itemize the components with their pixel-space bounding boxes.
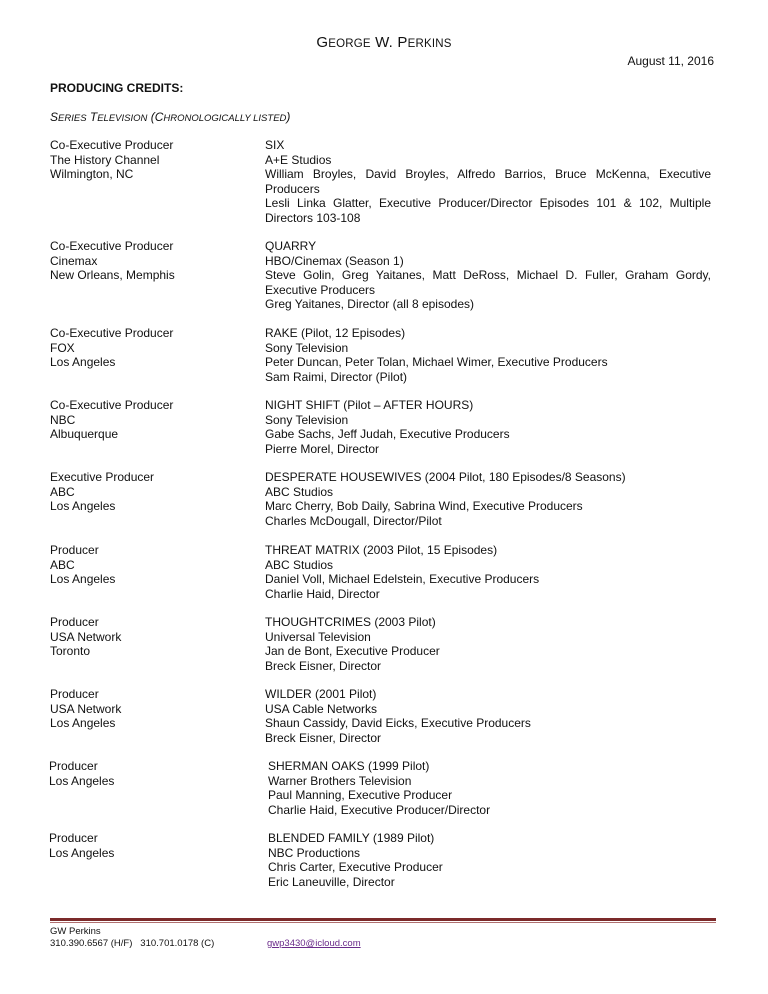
title-last-rest: ERKINS <box>407 38 452 50</box>
credit-show-title: DESPERATE HOUSEWIVES (2004 Pilot, 180 Episodes/8 Seasons) <box>265 470 626 484</box>
credit-detail: Gabe Sachs, Jeff Judah, Executive Producers <box>265 427 510 441</box>
credit-role: Producer <box>49 759 98 773</box>
credit-studio: NBC Productions <box>268 845 361 860</box>
credit-network: ABC <box>50 557 75 572</box>
credit-role: Co-Executive Producer <box>50 138 174 152</box>
credit-studio: A+E Studios <box>265 152 332 167</box>
credit-studio: Sony Television <box>265 340 349 355</box>
footer-rule-thick <box>50 918 716 921</box>
credit-location: Albuquerque <box>50 427 119 441</box>
credit-detail: Charlie Haid, Director <box>265 586 380 601</box>
credit-location: New Orleans, Memphis <box>50 268 175 282</box>
credit-role: Producer <box>50 543 99 557</box>
credit-location: Los Angeles <box>50 572 116 586</box>
credit-detail: Lesli Linka Glatter, Executive Producer/Director Episodes 101 & 102, Multiple Directors 103-108 <box>265 196 711 225</box>
credit-show-block <box>265 398 711 456</box>
credit-location: Los Angeles <box>50 499 116 513</box>
credit-role-block <box>49 831 249 860</box>
section-subheading <box>50 110 290 124</box>
credit-role-block <box>50 326 250 370</box>
credit-show-title: THREAT MATRIX (2003 Pilot, 15 Episodes) <box>265 543 498 557</box>
credit-show-title: RAKE (Pilot, 12 Episodes) <box>265 326 406 340</box>
credit-network: NBC <box>50 412 76 427</box>
credit-show-block <box>265 326 711 384</box>
credit-detail: Jan de Bont, Executive Producer <box>265 644 440 658</box>
credit-show-block <box>268 831 711 889</box>
sub-paren-open: (C <box>147 110 164 124</box>
credit-studio: ABC Studios <box>265 484 334 499</box>
credit-detail: Breck Eisner, Director <box>265 658 382 673</box>
credit-detail: Charles McDougall, Director/Pilot <box>265 513 442 528</box>
credit-role-block <box>50 239 250 283</box>
credit-role: Co-Executive Producer <box>50 398 174 412</box>
credit-role-block <box>50 543 250 587</box>
credit-detail: Peter Duncan, Peter Tolan, Michael Wimer, Executive Producers <box>265 355 608 369</box>
credit-detail: Paul Manning, Executive Producer <box>268 788 453 802</box>
credit-detail: Greg Yaitanes, Director (all 8 episodes) <box>265 297 474 311</box>
section-heading: PRODUCING CREDITS: <box>50 81 184 95</box>
credit-detail: Charlie Haid, Executive Producer/Director <box>268 802 491 817</box>
credit-detail: William Broyles, David Broyles, Alfredo Barrios, Bruce McKenna, Executive Producers <box>265 167 711 196</box>
credit-network: The History Channel <box>50 152 160 167</box>
credit-network: FOX <box>50 340 75 355</box>
credit-network: USA Network <box>50 701 122 716</box>
credit-show-block <box>265 138 711 225</box>
footer-phone <box>50 938 214 949</box>
credit-studio: ABC Studios <box>265 557 334 572</box>
credit-show-block <box>265 543 711 601</box>
credit-show-title: SIX <box>265 138 285 152</box>
credit-role-block <box>50 138 250 182</box>
credit-role-block <box>49 759 249 788</box>
credit-show-title: QUARRY <box>265 239 317 253</box>
title-first-rest: EORGE <box>328 38 371 50</box>
credit-show-title: WILDER (2001 Pilot) <box>265 687 377 701</box>
credit-show-block <box>265 239 711 312</box>
credit-studio: USA Cable Networks <box>265 701 378 716</box>
credit-studio: Sony Television <box>265 412 349 427</box>
title-initial-first: G <box>316 34 329 51</box>
credit-role-block <box>50 398 250 442</box>
credit-show-title: BLENDED FAMILY (1989 Pilot) <box>268 831 435 845</box>
credit-role-block <box>50 615 250 659</box>
document-date: August 11, 2016 <box>627 54 714 68</box>
credit-role: Executive Producer <box>50 470 155 484</box>
footer-name: GW Perkins <box>50 926 101 937</box>
credit-detail: Steve Golin, Greg Yaitanes, Matt DeRoss, Michael D. Fuller, Graham Gordy, Executive Producers <box>265 268 711 297</box>
credit-detail: Shaun Cassidy, David Eicks, Executive Producers <box>265 716 531 730</box>
credit-location: Toronto <box>50 644 91 658</box>
credit-location: Los Angeles <box>50 355 116 369</box>
sub-s: S <box>50 110 59 124</box>
sub-hrono: HRONOLOGICALLY LISTED <box>163 113 287 124</box>
credit-show-title: SHERMAN OAKS (1999 Pilot) <box>268 759 430 773</box>
sub-t: T <box>86 110 98 124</box>
credit-location: Los Angeles <box>49 773 115 788</box>
credit-location: Wilmington, NC <box>50 167 134 181</box>
credit-role: Producer <box>50 615 99 629</box>
title-initial-last: P <box>397 34 408 51</box>
credit-detail: Eric Laneuville, Director <box>268 874 395 889</box>
credit-role: Co-Executive Producer <box>50 239 174 253</box>
credit-role: Producer <box>49 831 98 845</box>
credit-show-block <box>265 615 711 673</box>
credit-show-block <box>265 687 711 745</box>
title-middle: W. <box>370 34 398 51</box>
footer-phone-text: 310.390.6567 (H/F) 310.701.0178 (C) <box>50 938 215 949</box>
sub-eries: ERIES <box>58 113 87 124</box>
credit-network: Cinemax <box>50 253 98 268</box>
credit-show-title: NIGHT SHIFT (Pilot – AFTER HOURS) <box>265 398 474 412</box>
credit-network: ABC <box>50 484 75 499</box>
credit-network: USA Network <box>50 629 122 644</box>
credit-role-block <box>50 470 250 514</box>
credit-detail: Daniel Voll, Michael Edelstein, Executive Producers <box>265 572 540 586</box>
footer-email-link[interactable]: gwp3430@icloud.com <box>267 938 361 949</box>
credit-detail: Marc Cherry, Bob Daily, Sabrina Wind, Executive Producers <box>265 499 583 513</box>
credit-studio: Warner Brothers Television <box>268 773 412 788</box>
sub-elevision: ELEVISION <box>97 113 148 124</box>
credit-detail: Sam Raimi, Director (Pilot) <box>265 369 408 384</box>
credit-show-block <box>268 759 711 817</box>
credit-role: Co-Executive Producer <box>50 326 174 340</box>
document-title <box>0 34 768 51</box>
footer-rule-thin <box>50 922 716 923</box>
credit-location: Los Angeles <box>50 716 116 730</box>
credit-role-block <box>50 687 250 731</box>
credit-studio: HBO/Cinemax (Season 1) <box>265 253 404 268</box>
credit-detail: Breck Eisner, Director <box>265 730 382 745</box>
credit-detail: Chris Carter, Executive Producer <box>268 860 443 874</box>
credit-detail: Pierre Morel, Director <box>265 441 380 456</box>
sub-paren-close: ) <box>286 110 291 124</box>
credit-show-block <box>265 470 711 528</box>
credit-studio: Universal Television <box>265 629 371 644</box>
credit-role: Producer <box>50 687 99 701</box>
credit-location: Los Angeles <box>49 845 115 860</box>
credit-show-title: THOUGHTCRIMES (2003 Pilot) <box>265 615 436 629</box>
